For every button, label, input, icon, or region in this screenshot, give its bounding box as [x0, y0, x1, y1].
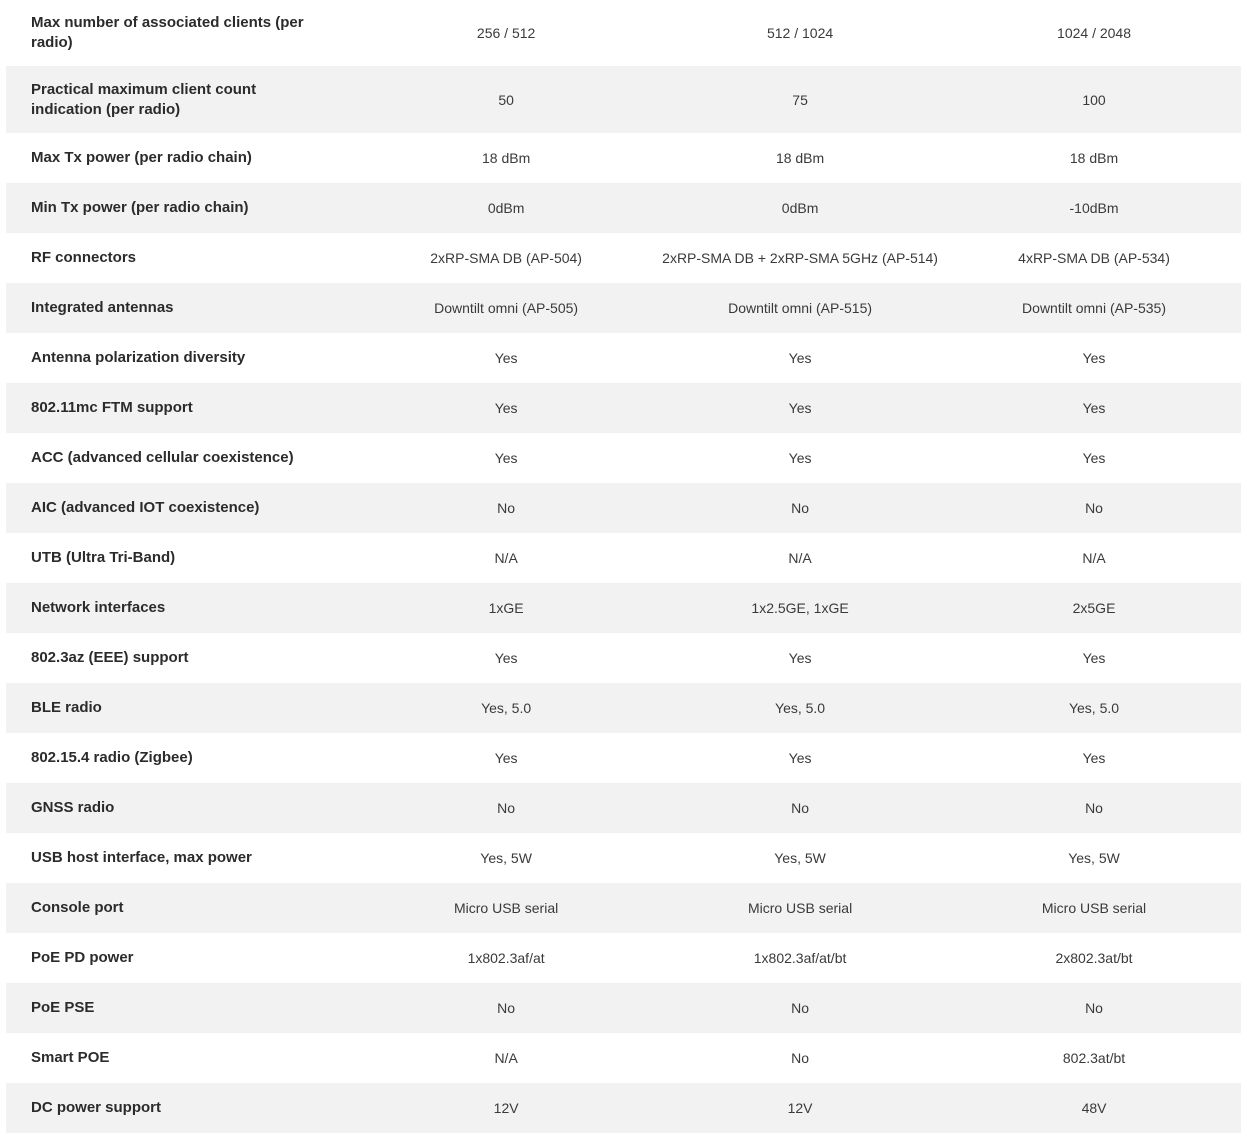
- value-cell: Yes: [494, 750, 518, 766]
- value-cell: 2xRP-SMA DB (AP-504): [430, 250, 582, 266]
- value-cell: Micro USB serial: [747, 900, 853, 916]
- table-row: [6, 633, 1241, 683]
- value-cell: 48V: [1081, 1100, 1107, 1116]
- spec-table: [6, 0, 1241, 1133]
- value-cell: 802.3at/bt: [1062, 1050, 1126, 1066]
- row-label: USB host interface, max power: [31, 849, 252, 866]
- row-label: GNSS radio: [31, 799, 115, 816]
- value-cell: 18 dBm: [775, 150, 825, 166]
- row-label: Practical maximum client count indication (per radio): [31, 80, 257, 118]
- value-cell: Downtilt omni (AP-505): [434, 300, 579, 316]
- row-label: Smart POE: [31, 1049, 110, 1066]
- value-cell: No: [791, 1000, 810, 1016]
- value-cell: Yes: [1082, 650, 1106, 666]
- value-cell: 1x802.3af/at: [467, 950, 545, 966]
- value-cell: 18 dBm: [1069, 150, 1119, 166]
- row-label: Min Tx power (per radio chain): [31, 199, 249, 216]
- value-cell: Yes: [1082, 350, 1106, 366]
- value-cell: 75: [792, 91, 808, 108]
- row-label: AIC (advanced IOT coexistence): [31, 499, 260, 516]
- value-cell: Downtilt omni (AP-515): [728, 300, 873, 316]
- table-row: [6, 133, 1241, 183]
- value-cell: No: [791, 1050, 810, 1066]
- value-cell: No: [1085, 1000, 1103, 1016]
- value-cell: Yes: [788, 350, 812, 366]
- value-cell: No: [497, 800, 516, 816]
- row-label: PoE PD power: [31, 949, 134, 966]
- table-row: [6, 1083, 1241, 1133]
- table-row: [6, 433, 1241, 483]
- row-label: 802.11mc FTM support: [31, 399, 193, 416]
- value-cell: No: [497, 500, 516, 516]
- value-cell: 12V: [493, 1100, 519, 1116]
- value-cell: Yes: [494, 650, 518, 666]
- value-cell: N/A: [788, 550, 812, 566]
- table-row: [6, 66, 1241, 133]
- value-cell: Yes, 5W: [774, 850, 826, 866]
- row-label: ACC (advanced cellular coexistence): [31, 449, 294, 466]
- value-cell: 512 / 1024: [766, 25, 834, 41]
- value-cell: Yes: [494, 400, 518, 416]
- value-cell: Yes, 5.0: [775, 700, 826, 716]
- value-cell: Micro USB serial: [1041, 900, 1147, 916]
- value-cell: Micro USB serial: [453, 900, 559, 916]
- value-cell: N/A: [1082, 550, 1106, 566]
- row-label: Network interfaces: [31, 599, 166, 616]
- table-row: [6, 583, 1241, 633]
- value-cell: 1xGE: [488, 600, 524, 616]
- value-cell: 1024 / 2048: [1057, 25, 1131, 41]
- value-cell: 0dBm: [781, 200, 819, 216]
- value-cell: Yes, 5.0: [1068, 700, 1120, 716]
- table-row: [6, 483, 1241, 533]
- table-row: [6, 233, 1241, 283]
- row-label: Console port: [31, 899, 124, 916]
- value-cell: Yes: [1082, 450, 1106, 466]
- table-row: [6, 933, 1241, 983]
- table-row: [6, 183, 1241, 233]
- value-cell: Yes: [1082, 750, 1106, 766]
- row-label: UTB (Ultra Tri-Band): [31, 549, 176, 566]
- row-label: 802.15.4 radio (Zigbee): [31, 749, 193, 766]
- table-row: [6, 0, 1241, 66]
- value-cell: Yes: [1082, 400, 1106, 416]
- row-label: Max Tx power (per radio chain): [31, 149, 252, 166]
- value-cell: 4xRP-SMA DB (AP-534): [1018, 250, 1170, 266]
- row-label: Max number of associated clients (per radio): [31, 14, 304, 51]
- row-label: RF connectors: [31, 249, 137, 266]
- value-cell: N/A: [494, 550, 518, 566]
- row-label: DC power support: [31, 1099, 161, 1116]
- table-row: [6, 533, 1241, 583]
- table-row: [6, 1033, 1241, 1083]
- value-cell: Yes: [494, 350, 518, 366]
- table-row: [6, 683, 1241, 733]
- value-cell: 50: [498, 91, 514, 108]
- value-cell: 2xRP-SMA DB + 2xRP-SMA 5GHz (AP-514): [662, 250, 938, 266]
- value-cell: 12V: [787, 1100, 813, 1116]
- table-row: [6, 833, 1241, 883]
- value-cell: 0dBm: [487, 200, 525, 216]
- value-cell: Yes, 5.0: [481, 700, 532, 716]
- table-row: [6, 983, 1241, 1033]
- value-cell: Yes: [788, 400, 812, 416]
- table-row: [6, 283, 1241, 333]
- value-cell: No: [1085, 500, 1103, 516]
- value-cell: No: [791, 800, 810, 816]
- value-cell: 18 dBm: [481, 150, 531, 166]
- value-cell: Yes: [788, 450, 812, 466]
- value-cell: 1x2.5GE, 1xGE: [751, 600, 849, 616]
- value-cell: Yes: [494, 450, 518, 466]
- value-cell: Yes, 5W: [1068, 850, 1120, 866]
- value-cell: -10dBm: [1069, 200, 1119, 216]
- row-label: PoE PSE: [31, 999, 95, 1016]
- row-label: BLE radio: [31, 699, 102, 716]
- value-cell: Yes: [788, 750, 812, 766]
- table-row: [6, 883, 1241, 933]
- table-row: [6, 733, 1241, 783]
- value-cell: 2x5GE: [1072, 600, 1116, 616]
- value-cell: No: [791, 500, 810, 516]
- value-cell: Yes, 5W: [480, 850, 532, 866]
- value-cell: 2x802.3at/bt: [1055, 950, 1133, 966]
- value-cell: 100: [1082, 91, 1106, 108]
- row-label: Integrated antennas: [31, 299, 174, 316]
- value-cell: 256 / 512: [476, 25, 536, 41]
- table-row: [6, 783, 1241, 833]
- table-row: [6, 333, 1241, 383]
- value-cell: Downtilt omni (AP-535): [1022, 300, 1166, 316]
- row-label: Antenna polarization diversity: [31, 349, 246, 366]
- value-cell: 1x802.3af/at/bt: [753, 950, 847, 966]
- table-row: [6, 383, 1241, 433]
- value-cell: N/A: [494, 1050, 518, 1066]
- value-cell: Yes: [788, 650, 812, 666]
- row-label: 802.3az (EEE) support: [31, 649, 189, 666]
- value-cell: No: [1085, 800, 1103, 816]
- value-cell: No: [497, 1000, 516, 1016]
